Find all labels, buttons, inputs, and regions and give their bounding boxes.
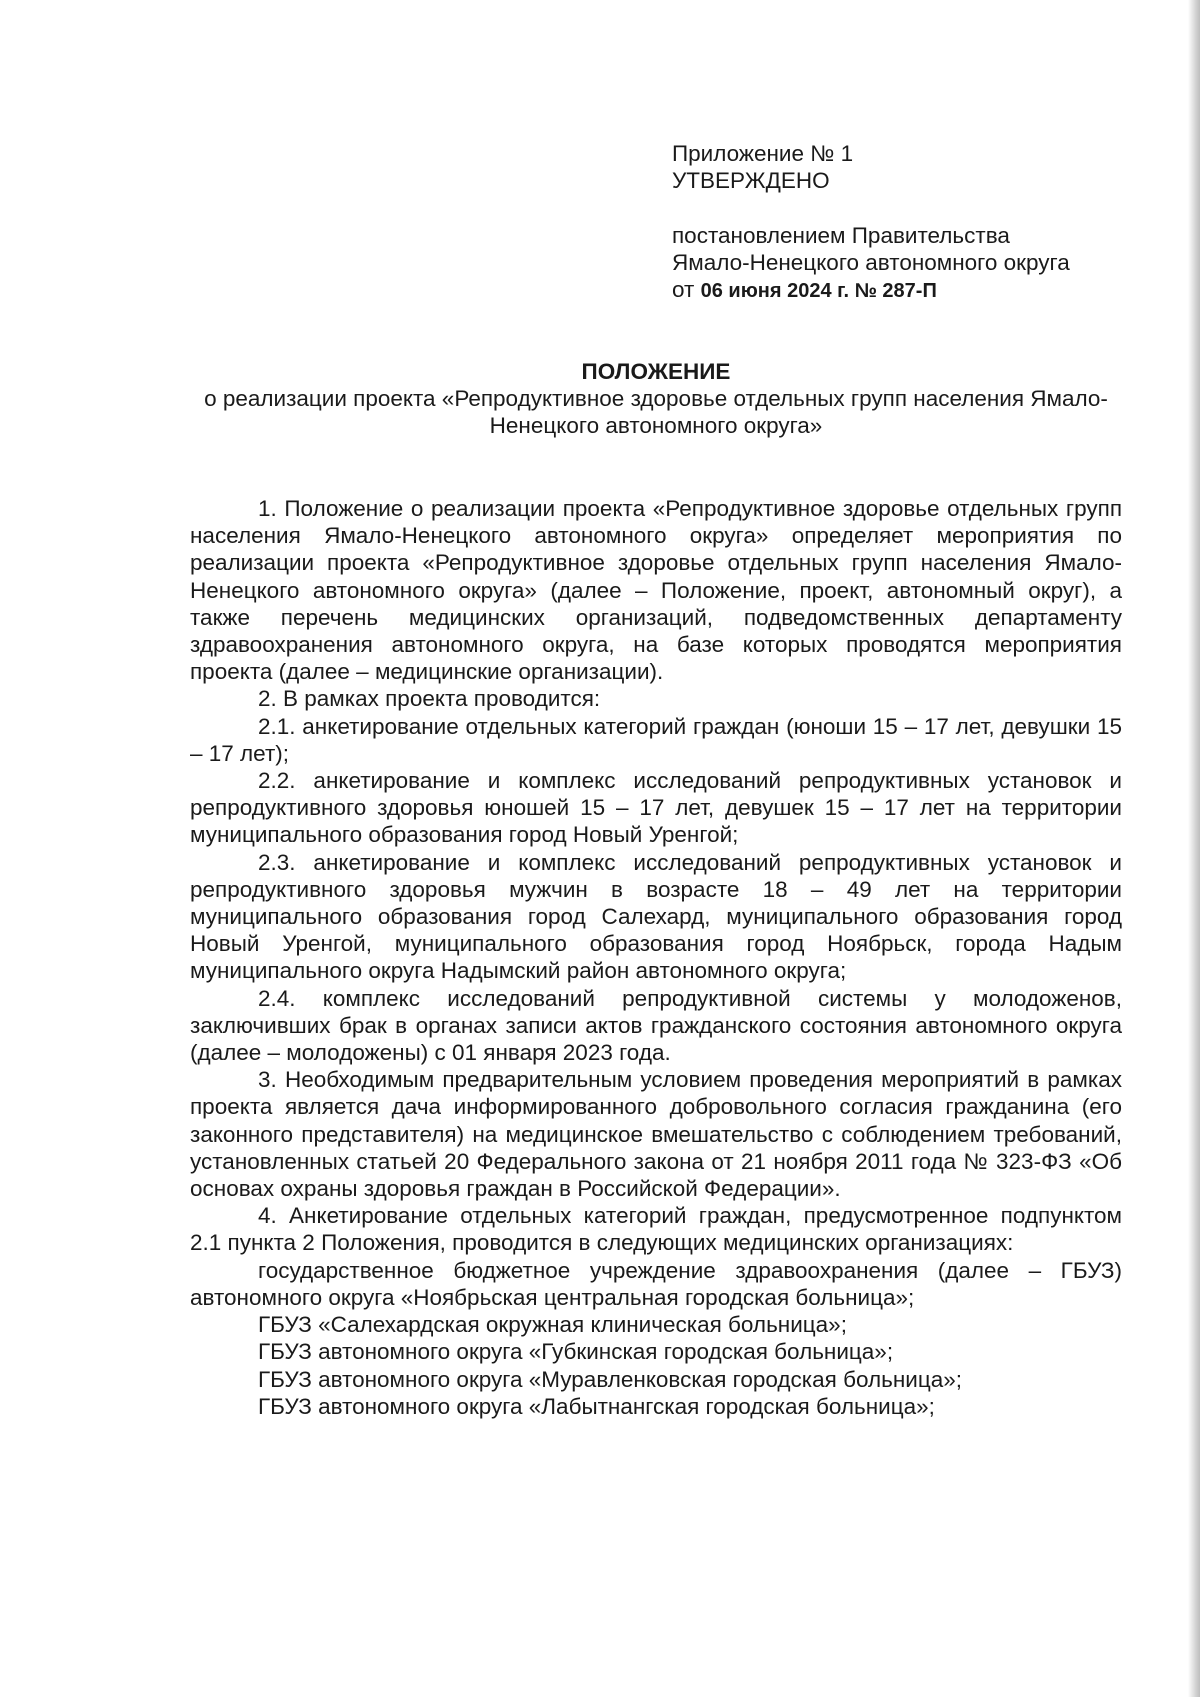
list-item-organization: ГБУЗ «Салехардская окружная клиническая больница»; <box>258 1312 847 1338</box>
page-edge-shadow <box>1188 0 1200 1697</box>
paragraph-1: 1. Положение о реализации проекта «Репродуктивное здоровье отдельных групп населения Ямало-Ненецкого автономного округа» определяет мероприятия по реализации проекта «Репродуктивное здоровье отдельных групп населения Ямало-Ненецкого автономного округа» (далее – Положение, проект, автономный округ), а также перечень медицинских организаций, подведомственных департаменту здравоохранения автономного округа, на базе которых проводятся мероприятия проекта (далее – медицинские организации). <box>190 496 1122 685</box>
appendix-label: Приложение № 1 <box>672 141 854 166</box>
paragraph-2-4: 2.4. комплекс исследований репродуктивной системы у молодоженов, заключивших брак в органах записи актов гражданского состояния автономного округа (далее – молодожены) с 01 января 2023 года. <box>190 985 1122 1066</box>
document-body <box>190 495 1122 1420</box>
resolution-line-1: постановлением Правительства <box>672 223 1010 248</box>
list-item-organization: ГБУЗ автономного округа «Губкинская городская больница»; <box>258 1339 894 1365</box>
document-title-block <box>190 358 1122 439</box>
document-title: ПОЛОЖЕНИЕ <box>581 359 731 384</box>
resolution-date-line <box>672 276 1152 306</box>
paragraph-2-3: 2.3. анкетирование и комплекс исследований репродуктивных установок и репродуктивного здоровья мужчин в возрасте 18 – 49 лет на территории муниципального образования город Салехард, муниципального образования город Новый Уренгой, муниципального образования город Ноябрьск, города Надым муниципального округа Надымский район автономного округа; <box>190 849 1122 984</box>
paragraph-2-2: 2.2. анкетирование и комплекс исследований репродуктивных установок и репродуктивного здоровья юношей 15 – 17 лет, девушек 15 – 17 лет на территории муниципального образования город Новый Уренгой; <box>190 768 1122 848</box>
resolution-date-number: 06 июня 2024 г. № 287-П <box>700 280 937 302</box>
document-subtitle: о реализации проекта «Репродуктивное здоровье отдельных групп населения Ямало-Ненецкого автономного округа» <box>204 386 1108 438</box>
paragraph-2-1: 2.1. анкетирование отдельных категорий граждан (юноши 15 – 17 лет, девушки 15 – 17 лет); <box>190 713 1122 766</box>
resolution-line-2: Ямало-Ненецкого автономного округа <box>672 250 1070 275</box>
list-item-organization: государственное бюджетное учреждение здравоохранения (далее – ГБУЗ) автономного округа «Ноябрьская центральная городская больница»; <box>190 1257 1122 1310</box>
paragraph-3: 3. Необходимым предварительным условием проведения мероприятий в рамках проекта является дача информированного добровольного согласия гражданина (его законного представителя) на медицинское вмешательство с соблюдением требований, установленных статьей 20 Федерального закона от 21 ноября 2011 года № 323-ФЗ «Об основах охраны здоровья граждан в Российской Федерации». <box>190 1067 1122 1202</box>
list-item-organization: ГБУЗ автономного округа «Муравленковская городская больница»; <box>258 1366 963 1392</box>
list-item-organization: ГБУЗ автономного округа «Лабытнангская городская больница»; <box>258 1393 935 1419</box>
date-prefix: от <box>672 277 695 302</box>
paragraph-4: 4. Анкетирование отдельных категорий граждан, предусмотренное подпунктом 2.1 пункта 2 Положения, проводится в следующих медицинских организациях: <box>190 1203 1122 1256</box>
paragraph-2: 2. В рамках проекта проводится: <box>258 686 601 712</box>
approved-label: УТВЕРЖДЕНО <box>672 168 830 193</box>
